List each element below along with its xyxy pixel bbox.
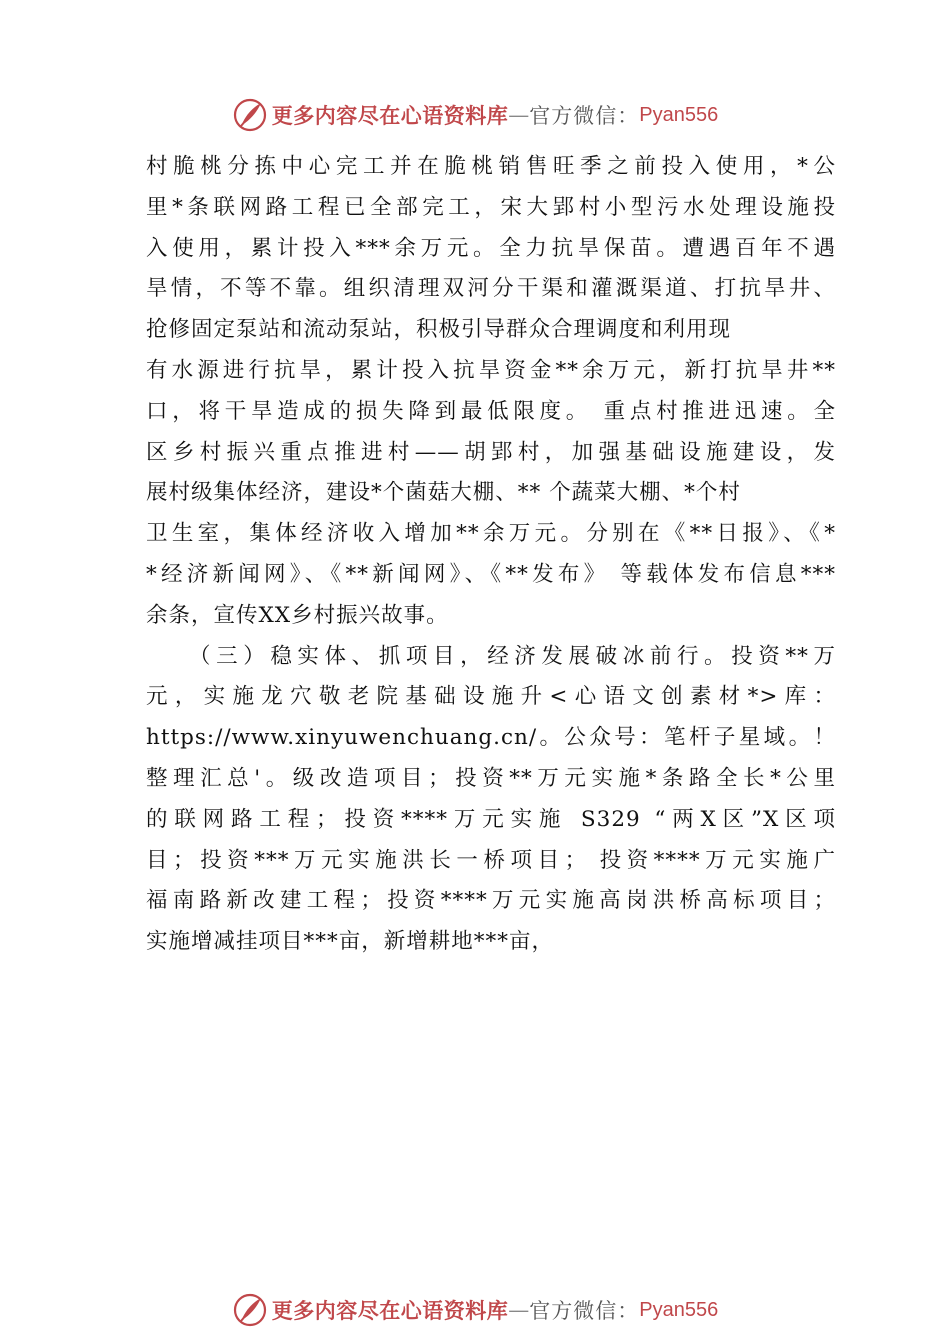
body-line: 卫生室，集体经济收入增加**余万元。分别在《**日报》、《* <box>146 521 836 547</box>
footer-brand-text: 更多内容尽在心语资料库 <box>271 1298 509 1323</box>
body-line: 展村级集体经济，建设*个菌菇大棚、** 个蔬菜大棚、*个村 <box>146 480 741 506</box>
feather-pen-seal-icon <box>232 97 268 133</box>
header-wechat-label: 官方微信： <box>529 104 640 128</box>
footer-wechat-label: 官方微信： <box>529 1299 640 1323</box>
body-line: https://www.xinyuwenchuang.cn/。公众号：笔杆子星域。！ <box>146 725 836 751</box>
header-watermark <box>0 95 950 135</box>
body-line: 的联网路工程；投资****万元实施 S329 “两X区”X区项 <box>146 806 836 832</box>
body-line: （三）稳实体、抓项目，经济发展破冰前行。投资**万 <box>189 643 836 669</box>
body-line: 余条，宣传XX乡村振兴故事。 <box>146 602 449 628</box>
body-line: 元，实施龙穴敬老院基础设施升<心语文创素材*>库： <box>146 684 836 710</box>
footer-watermark <box>0 1290 950 1330</box>
body-line: 目；投资***万元实施洪长一桥项目； 投资****万元实施广 <box>146 847 836 873</box>
body-line: 区乡村振兴重点推进村——胡郢村，加强基础设施建设，发 <box>146 439 836 465</box>
body-line: 实施增减挂项目***亩，新增耕地***亩， <box>146 929 555 955</box>
body-line: 旱情，不等不靠。组织清理双河分干渠和灌溉渠道、打抗旱井、 <box>146 276 836 302</box>
body-line: 里*条联网路工程已全部完工，宋大郢村小型污水处理设施投 <box>146 194 836 220</box>
body-line: 口，将干旱造成的损失降到最低限度。 重点村推进迅速。全 <box>146 398 836 424</box>
header-wechat-id: Pyan556 <box>639 103 719 126</box>
body-line: 整理汇总'。级改造项目；投资**万元实施*条路全长*公里 <box>146 765 836 791</box>
body-line: 有水源进行抗旱，累计投入抗旱资金**余万元，新打抗旱井** <box>146 357 836 383</box>
body-line: 入使用，累计投入***余万元。全力抗旱保苗。遭遇百年不遇 <box>146 235 836 261</box>
header-separator: — <box>508 103 530 127</box>
document-body <box>146 147 836 963</box>
body-line: 抢修固定泵站和流动泵站，积极引导群众合理调度和利用现 <box>146 317 732 343</box>
body-line: *经济新闻网》、《**新闻网》、《**发布》 等载体发布信息*** <box>146 561 836 587</box>
body-line: 村脆桃分拣中心完工并在脆桃销售旺季之前投入使用，*公 <box>146 154 836 179</box>
header-brand-text: 更多内容尽在心语资料库 <box>271 103 509 128</box>
footer-separator: — <box>508 1298 530 1322</box>
footer-wechat-id: Pyan556 <box>639 1298 719 1321</box>
feather-pen-seal-icon <box>232 1292 268 1328</box>
body-line: 福南路新改建工程；投资****万元实施高岗洪桥高标项目； <box>146 888 836 914</box>
